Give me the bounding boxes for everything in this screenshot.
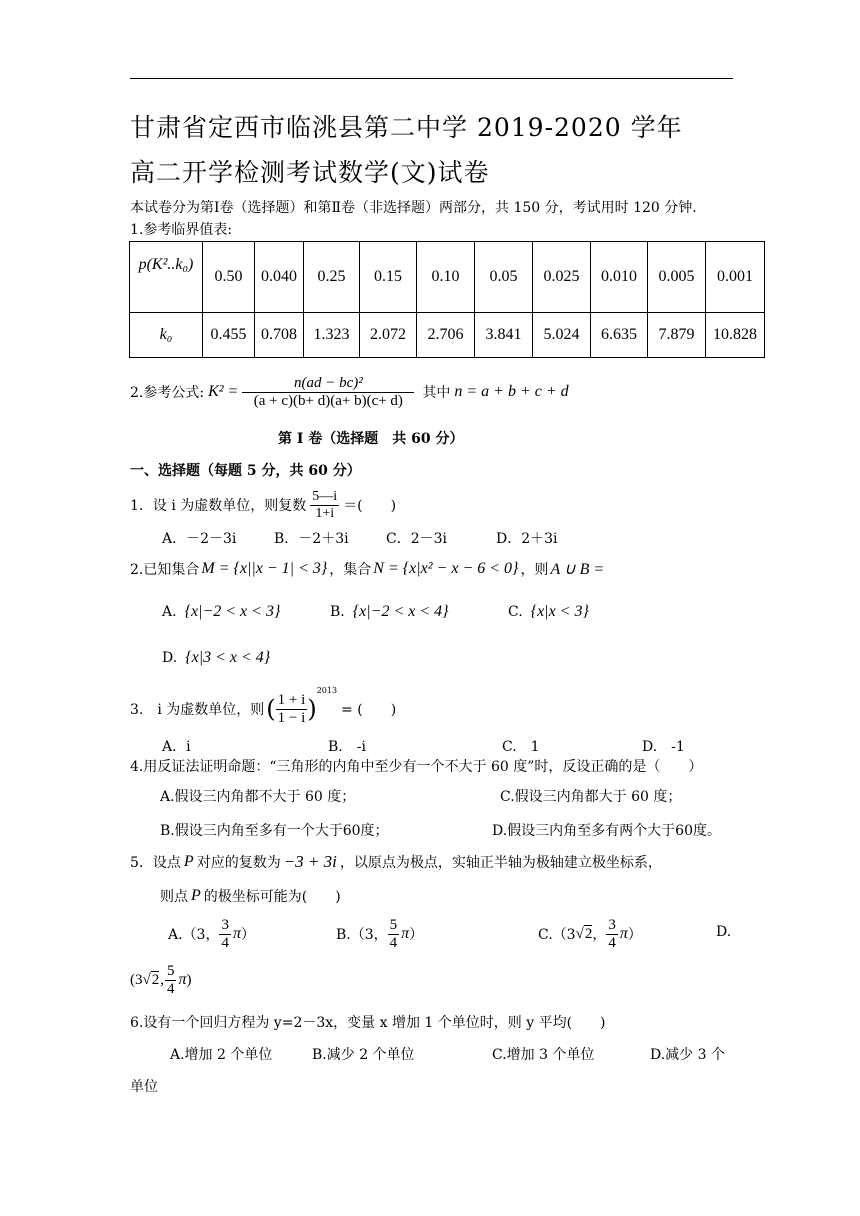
question-5 [130,850,662,874]
formula-denominator: (a + c)(b+ d)(a+ b)(c+ d) [253,392,403,409]
formula-lhs: K² = [208,383,239,400]
q5-option-c-fraction [606,917,618,952]
q2-option-a [162,600,280,624]
q5-point-p: P [183,853,194,870]
q3-option-d: D. -1 [642,739,685,755]
q1-denominator: 1+i [315,505,335,521]
q5-option-b-close: ） [409,927,424,943]
q5-option-d-close: ) [186,971,192,988]
formula-line [130,372,569,412]
q3-left-paren: ( [266,695,276,723]
q5-stem-e: 的极坐标可能为( ) [203,889,341,905]
q1-tail: ＝( ) [343,498,397,514]
formula-fraction [242,375,414,410]
q2-option-c-set: {x|x < 3} [530,603,589,620]
q3-tail: = ( ) [341,702,397,718]
question-6: 6.设有一个回归方程为 y=2－3x，变量 x 增加 1 个单位时，则 y 平均( ) [130,1015,606,1031]
q5-option-d-radicand: 2 [151,972,160,988]
q5-option-c-pi: π [619,925,628,942]
q2-stem-b: ，集合 [329,562,372,578]
q6-option-a: A.增加 2 个单位 [170,1047,273,1063]
table-row-label: k₀ [130,313,203,358]
q5-option-c-label: C.（3 [538,927,576,943]
q5-stem-b: 对应的复数为 [196,855,281,871]
q3-option-b: B. -i [328,739,366,755]
table-row-label: p(K²..k₀) [130,242,203,313]
table-cell: 0.50 [203,242,255,313]
table-cell: 3.841 [475,313,533,358]
q6-option-d-continued: 单位 [130,1079,158,1095]
q5-stem-d: 则点 [160,889,188,905]
q5-option-a-pi: π [232,925,241,942]
table-cell: 2.072 [360,313,417,358]
table-cell: 0.001 [706,242,765,313]
q5-stem-a: 5．设点 [130,855,181,871]
table-cell: 0.025 [533,242,591,313]
title-line-1: 甘肃省定西市临洮县第二中学 2019-2020 学年 [130,113,683,142]
q5-option-b-denominator: 4 [389,934,398,951]
q5-option-d-radical: √ [142,971,151,988]
q2-option-a-letter: A. [162,604,177,620]
table-cell: 10.828 [706,313,765,358]
critical-value-table [129,241,765,358]
q2-option-d-set: {x|3 < x < 4} [185,649,271,666]
q5-option-d-open: (3 [130,971,143,988]
q5-option-d-fraction [165,963,177,998]
q5-option-d-label: D. [716,924,732,940]
table-cell: 0.455 [203,313,255,358]
q5-complex-number: −3 + 3i [283,852,337,871]
table-cell: 1.323 [304,313,360,358]
q4-option-a: A.假设三内角都不大于 60 度； [160,789,356,805]
question-3 [130,684,396,734]
q1-numerator: 5—i [312,488,338,504]
q3-option-c: C. 1 [502,739,540,755]
q2-option-c-letter: C. [508,604,523,620]
q5-option-c-radicand: 2 [584,926,593,942]
q3-option-a: A．i [162,739,191,755]
q2-option-d-letter: D. [162,650,178,666]
q4-option-c: C.假设三内角都大于 60 度； [500,789,682,805]
formula-label: 2.参考公式: [130,385,205,401]
table-cell: 0.005 [648,242,706,313]
q5-option-b-numerator: 5 [389,916,398,933]
q3-stem: 3. i 为虚数单位，则 [130,702,265,718]
q2-option-b-letter: B. [330,604,345,620]
q5-option-a-numerator: 3 [221,916,229,933]
q4-option-d: D.假设三内角至多有两个大于60度。 [492,823,721,839]
question-1 [130,484,396,526]
table-cell: 0.708 [255,313,304,358]
q2-option-a-set: {x|−2 < x < 3} [184,603,281,620]
formula-n-definition: n = a + b + c + d [454,383,569,400]
part-header: 一、选择题（每题 5 分，共 60 分） [130,463,361,479]
table-cell: 0.25 [304,242,360,313]
q3-right-paren: ) [307,695,317,723]
q2-option-b-set: {x|−2 < x < 4} [352,603,449,620]
q5-option-c-comma: ， [592,927,607,943]
q3-denominator: 1 − i [277,709,306,726]
q3-exponent: 2013 [316,686,338,695]
q5-option-a-label: A.（3， [168,927,220,943]
formula-where: 其中 [422,385,451,401]
q5-option-d-denominator: 4 [166,980,175,997]
question-2 [130,556,604,582]
q1-option-a: A．－2－3i [162,531,237,547]
q5-option-d-pi: π [178,971,187,988]
q5-option-c-numerator: 3 [608,916,616,933]
table-cell: 0.10 [417,242,475,313]
q5-line-2 [160,884,341,908]
q2-set-n: N = {x|x² − x − 6 < 0} [373,560,519,577]
question-4: 4.用反证法证明命题：“三角形的内角中至少有一个不大于 60 度”时，反设正确的是（ ） [130,759,703,775]
table-cell: 0.15 [360,242,417,313]
q1-option-d: D．2＋3i [496,531,558,547]
table-row [130,313,765,358]
q5-option-d [130,958,192,1002]
q2-option-c [508,600,589,624]
q5-option-d-numerator: 5 [166,962,175,979]
table-cell: 0.010 [591,242,648,313]
q5-option-c-radical: √ [575,925,584,942]
q6-option-b: B.减少 2 个单位 [312,1047,415,1063]
q1-fraction [310,489,339,522]
title-line-2: 高二开学检测考试数学(文)试卷 [130,158,490,187]
q4-option-b: B.假设三内角至多有一个大于60度； [160,823,389,839]
q1-option-c: C．2－3i [386,531,448,547]
q5-option-b-pi: π [401,925,410,942]
q5-option-b-label: B.（3， [336,927,388,943]
q2-option-d [162,646,270,670]
q2-stem-c: ，则 [520,562,549,578]
q5-point-p-2: P [191,887,201,904]
q3-numerator: 1 + i [277,691,306,708]
q2-set-m: M = {x||x − 1| < 3} [201,560,328,577]
table-cell: 2.706 [417,313,475,358]
table-cell: 5.024 [533,313,591,358]
formula-numerator: n(ad − bc)² [242,375,414,393]
table-cell: 7.879 [648,313,706,358]
q5-option-c-close: ） [627,927,642,943]
table-cell: 6.635 [591,313,648,358]
q5-option-b-fraction [388,917,400,952]
table-cell: 0.05 [475,242,533,313]
top-rule [130,78,733,79]
q3-fraction [276,692,308,727]
intro-text: 本试卷分为第Ⅰ卷（选择题）和第Ⅱ卷（非选择题）两部分，共 150 分，考试用时 120 分钟. [130,200,697,216]
ref-table-label: 1.参考临界值表: [130,222,233,238]
q5-stem-c: ，以原点为极点，实轴正半轴为极轴建立极坐标系， [339,855,662,871]
q1-stem: 1．设 i 为虚数单位，则复数 [130,498,307,514]
table-cell: 0.040 [255,242,304,313]
q2-union: A ∪ B = [550,561,605,578]
q6-option-c: C.增加 3 个单位 [492,1047,595,1063]
q5-option-d-comma: , [160,971,164,988]
q5-option-a-denominator: 4 [221,934,229,951]
q2-option-b [330,600,449,624]
q1-option-b: B．－2＋3i [274,531,349,547]
q5-option-a-close: ） [240,927,255,943]
q5-option-b [336,912,423,956]
q6-option-d: D.减少 3 个 [650,1047,725,1063]
q2-stem-a: 2.已知集合 [130,562,200,578]
q5-option-c [538,912,642,956]
section-header: 第 I 卷（选择题 共 60 分） [278,431,464,447]
q5-option-c-denominator: 4 [608,934,616,951]
table-row [130,242,765,313]
q5-option-a [168,912,255,956]
q5-option-a-fraction [219,917,231,952]
